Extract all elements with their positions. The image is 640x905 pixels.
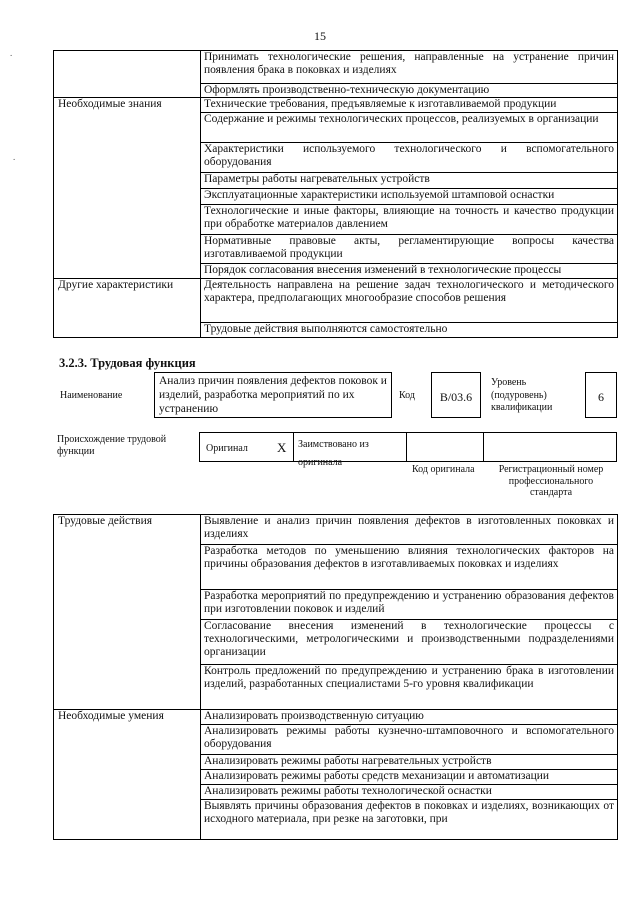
section-heading: 3.2.3. Трудовая функция bbox=[59, 356, 196, 370]
page-number: 15 bbox=[314, 29, 326, 43]
table-cell: Нормативные правовые акты, регламентирующие вопросы качества изготавливаемой продукции bbox=[201, 235, 618, 264]
row-label-other: Другие характеристики bbox=[54, 279, 201, 338]
table-cell: Оформлять производственно-техническую документацию bbox=[201, 84, 618, 98]
margin-mark: . bbox=[13, 152, 16, 162]
table-cell: Разработка методов по уменьшению влияния технологических факторов на причины образования дефектов в изготавливаемых поковках и изделиях bbox=[201, 545, 618, 590]
table-cell: Содержание и режимы технологических процессов, реализуемых в организации bbox=[201, 113, 618, 143]
table-cell: Разработка мероприятий по предупреждению и устранению образования дефектов при изготовлении поковок и изделий bbox=[201, 590, 618, 620]
table-cell: Выявлять причины образования дефектов в поковках и изделиях, возникающих от исходного материала, при резке на заготовки, при bbox=[201, 800, 618, 840]
table-cell: Деятельность направлена на решение задач технологического и методического характера, предполагающих многообразие способов решения bbox=[201, 279, 618, 323]
function-name-box: Анализ причин появления дефектов поковок и изделий, разработка мероприятий по их устранению bbox=[154, 372, 392, 418]
original-label: Оригинал bbox=[206, 443, 248, 454]
code-label: Код bbox=[399, 390, 415, 401]
table-cell: Анализировать режимы работы технологической оснастки bbox=[201, 785, 618, 800]
origin-code-box bbox=[406, 432, 484, 462]
level-box: 6 bbox=[585, 372, 617, 418]
table-cell: Принимать технологические решения, направленные на устранение причин появления брака в поковках и изделиях bbox=[201, 51, 618, 84]
table-cell: Технологические и иные факторы, влияющие на точность и качество продукции при обработке материалов давлением bbox=[201, 205, 618, 235]
table-cell: Анализировать производственную ситуацию bbox=[201, 710, 618, 725]
level-label: Уровень (подуровень) квалификации bbox=[491, 377, 553, 413]
original-box bbox=[199, 432, 294, 462]
table-cell: Эксплуатационные характеристики используемой штамповой оснастки bbox=[201, 189, 618, 205]
row-label-empty bbox=[54, 51, 201, 98]
table-cell: Технические требования, предъявляемые к изготавливаемой продукции bbox=[201, 98, 618, 113]
table-cell: Параметры работы нагревательных устройств bbox=[201, 173, 618, 189]
table-cell: Анализировать режимы работы нагревательных устройств bbox=[201, 755, 618, 770]
table-cell: Выявление и анализ причин появления дефектов в изготовленных поковках и изделиях bbox=[201, 515, 618, 545]
table-cell: Анализировать режимы работы кузнечно-штамповочного и вспомогательного оборудования bbox=[201, 725, 618, 755]
origin-label: Происхождение трудовой функции bbox=[57, 434, 167, 457]
table-cell: Порядок согласования внесения изменений в технологические процессы bbox=[201, 264, 618, 279]
bottom-table bbox=[53, 514, 618, 840]
row-label-skills: Необходимые умения bbox=[54, 710, 201, 840]
margin-mark: . bbox=[10, 48, 13, 58]
table-cell: Трудовые действия выполняются самостоятельно bbox=[201, 323, 618, 338]
name-label: Наименование bbox=[60, 390, 123, 401]
code-box: B/03.6 bbox=[431, 372, 481, 418]
row-label-knowledge: Необходимые знания bbox=[54, 98, 201, 279]
table-cell: Характеристики используемого технологического и вспомогательного оборудования bbox=[201, 143, 618, 173]
table-cell: Анализировать режимы работы средств механизации и автоматизации bbox=[201, 770, 618, 785]
borrowed-box bbox=[293, 432, 407, 468]
table-cell: Согласование внесения изменений в технологические процессы с технологическими, метрологическими и производственными подразделениями организации bbox=[201, 620, 618, 665]
borrowed-label: Заимствовано из оригинала bbox=[298, 439, 369, 468]
reg-number-label: Регистрационный номер профессионального стандарта bbox=[498, 464, 604, 498]
top-table bbox=[53, 50, 618, 338]
origin-code-label: Код оригинала bbox=[412, 464, 475, 475]
row-label-actions: Трудовые действия bbox=[54, 515, 201, 710]
table-cell: Контроль предложений по предупреждению и устранению брака в изготовлении изделий, разработанных специалистами 5-го уровня квалификации bbox=[201, 665, 618, 710]
reg-number-box bbox=[483, 432, 617, 462]
original-mark: X bbox=[277, 440, 287, 455]
